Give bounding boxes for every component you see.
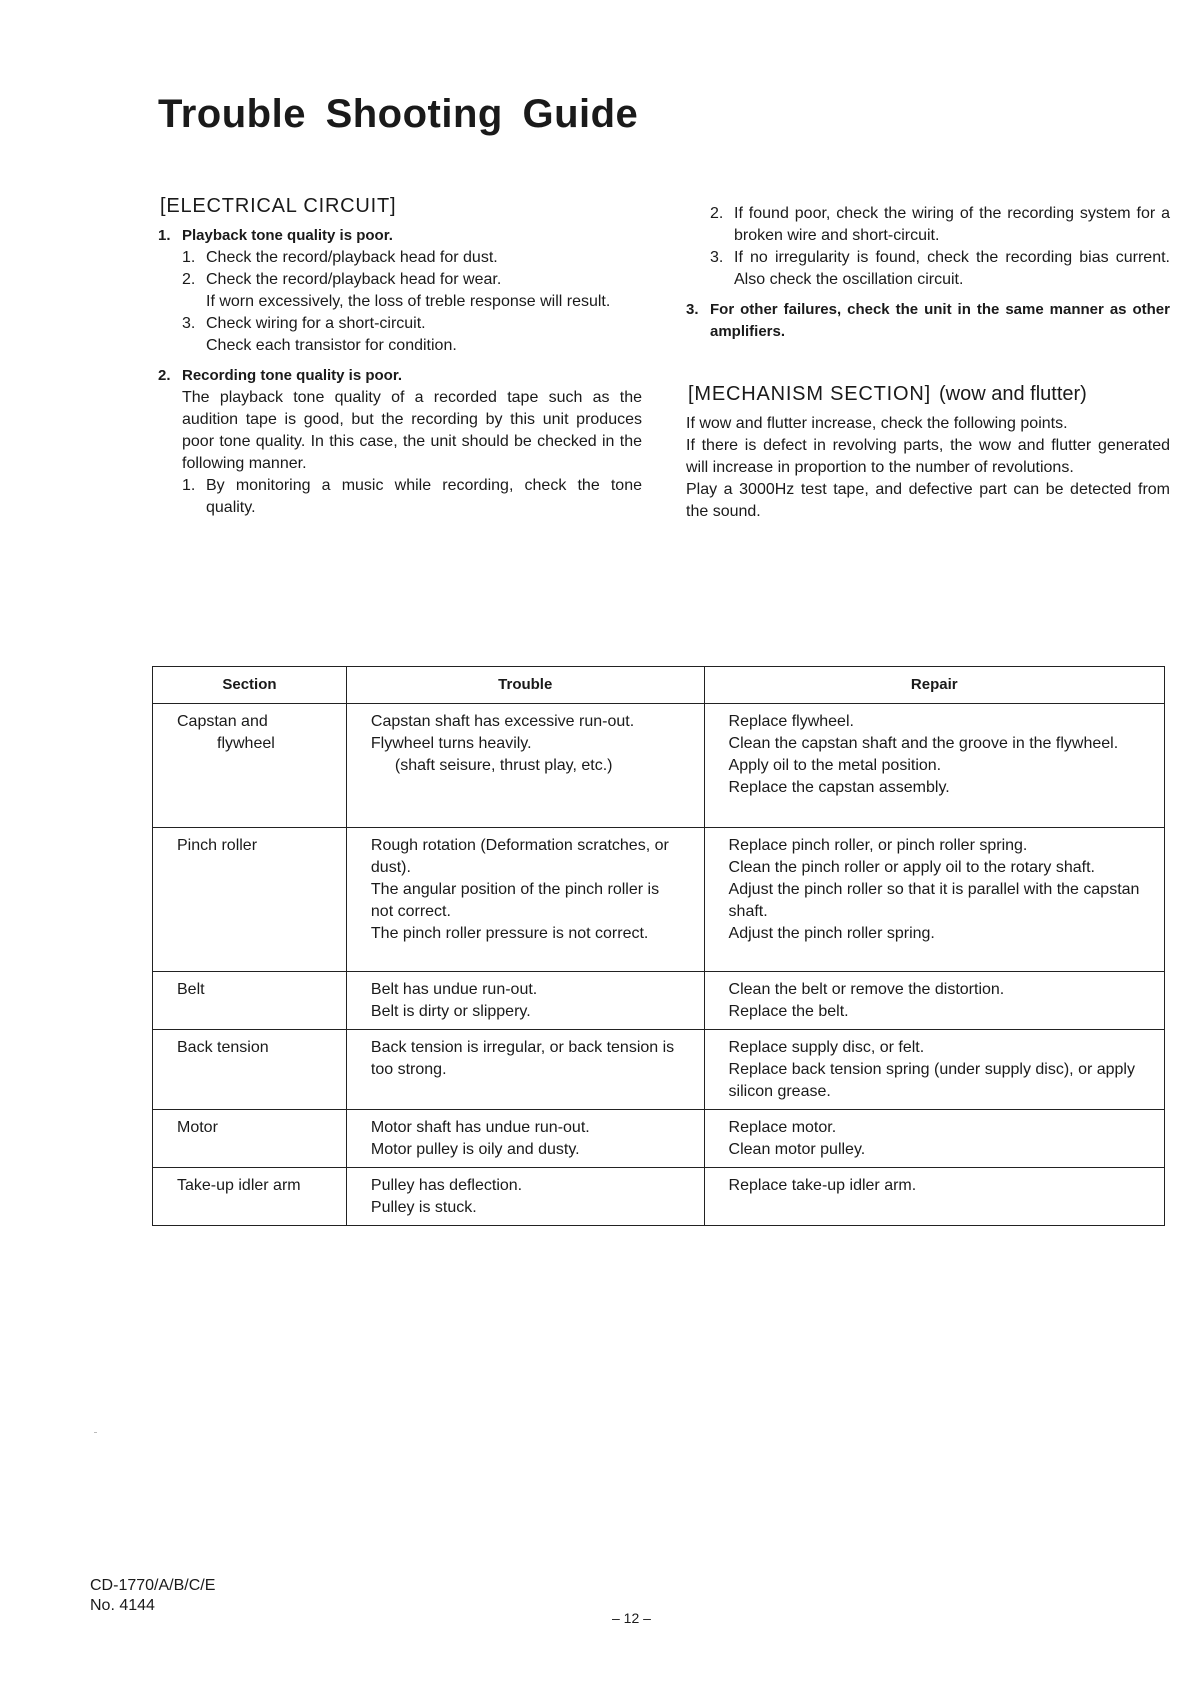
cell-repair xyxy=(704,1168,1164,1226)
electrical-heading: [ELECTRICAL CIRCUIT] xyxy=(160,195,397,217)
header-section: Section xyxy=(153,667,347,704)
step-number: 2. xyxy=(182,271,196,288)
cell-section xyxy=(153,828,347,972)
cell-line: Take-up idler arm xyxy=(177,1177,301,1194)
mechanism-heading-sub: (wow and flutter) xyxy=(939,383,1087,405)
step-text: Check the record/playback head for dust. xyxy=(206,249,498,266)
item-playback-quality xyxy=(158,225,642,247)
header-repair: Repair xyxy=(704,667,1164,704)
cell-trouble xyxy=(346,1168,704,1226)
cell-line: Capstan shaft has excessive run-out. xyxy=(370,713,635,730)
cell-line: Motor xyxy=(177,1119,218,1136)
model-number: CD-1770/A/B/C/E xyxy=(90,1577,216,1594)
cell-line: Replace take-up idler arm. xyxy=(728,1177,917,1194)
cell-line: Clean motor pulley. xyxy=(728,1141,866,1158)
step-number: 1. xyxy=(182,249,196,266)
cell-line: Pinch roller xyxy=(177,837,258,854)
cell-line: Motor pulley is oily and dusty. xyxy=(370,1141,580,1158)
cell-line: Adjust the pinch roller spring. xyxy=(728,925,935,942)
step xyxy=(158,247,642,269)
cell-line: Clean the pinch roller or apply oil to the rotary shaft. xyxy=(728,859,1095,876)
mechanism-paragraph: If there is defect in revolving parts, the wow and flutter generated will increase in proportion to the number of revolutions. xyxy=(686,437,1170,476)
cell-section xyxy=(153,704,347,828)
step xyxy=(158,313,642,335)
scan-mark xyxy=(94,1432,97,1433)
page-title: Trouble Shooting Guide xyxy=(158,92,639,136)
cell-line: Belt has undue run-out. xyxy=(370,981,538,998)
cell-line: Replace back tension spring (under supply disc), or apply silicon grease. xyxy=(728,1061,1135,1100)
cell-section xyxy=(153,1110,347,1168)
cell-line: Apply oil to the metal position. xyxy=(728,757,942,774)
item-number: 1. xyxy=(158,227,171,244)
step xyxy=(686,247,1170,291)
cell-line: Pulley has deflection. xyxy=(370,1177,523,1194)
cell-line: Belt xyxy=(177,981,205,998)
step-text: By monitoring a music while recording, check the tone quality. xyxy=(206,477,642,516)
cell-repair xyxy=(704,1110,1164,1168)
table-row xyxy=(153,704,1165,828)
item-title: Recording tone quality is poor. xyxy=(182,367,403,384)
step xyxy=(158,475,642,519)
cell-line: Pulley is stuck. xyxy=(370,1199,477,1216)
cell-line: Back tension is irregular, or back tension is too strong. xyxy=(370,1039,675,1078)
electrical-circuit-section xyxy=(158,193,642,519)
item-number: 2. xyxy=(158,367,171,384)
step xyxy=(158,269,642,291)
cell-line: The angular position of the pinch roller is not correct. xyxy=(370,881,660,920)
cell-line: Flywheel turns heavily. xyxy=(370,735,532,752)
cell-line: Capstan and xyxy=(177,713,268,730)
table-row xyxy=(153,1030,1165,1110)
step-number: 2. xyxy=(710,205,724,222)
step-text: If no irregularity is found, check the recording bias current. Also check the oscillation circuit. xyxy=(734,249,1170,288)
cell-trouble xyxy=(346,1110,704,1168)
right-column xyxy=(686,203,1170,523)
cell-line: Replace the capstan assembly. xyxy=(728,779,950,796)
step-number: 1. xyxy=(182,477,196,494)
cell-repair xyxy=(704,828,1164,972)
step-text: Check the record/playback head for wear. xyxy=(206,271,502,288)
cell-line: Replace flywheel. xyxy=(728,713,854,730)
item-title: Playback tone quality is poor. xyxy=(182,227,393,244)
step-text: If found poor, check the wiring of the recording system for a broken wire and short-circuit. xyxy=(734,205,1170,244)
step-number: 3. xyxy=(710,249,724,266)
cell-line: Replace pinch roller, or pinch roller spring. xyxy=(728,837,1028,854)
cell-trouble xyxy=(346,828,704,972)
cell-line: Replace motor. xyxy=(728,1119,837,1136)
cell-line: Replace the belt. xyxy=(728,1003,849,1020)
cell-line: Clean the belt or remove the distortion. xyxy=(728,981,1005,998)
item-recording-quality xyxy=(158,365,642,387)
cell-line: Back tension xyxy=(177,1039,269,1056)
table-row xyxy=(153,972,1165,1030)
page-number: – 12 – xyxy=(612,1610,651,1626)
cell-section xyxy=(153,1030,347,1110)
cell-line: flywheel xyxy=(217,735,275,752)
mechanism-heading-main: [MECHANISM SECTION] xyxy=(688,383,931,405)
cell-line: The pinch roller pressure is not correct. xyxy=(370,925,649,942)
cell-repair xyxy=(704,704,1164,828)
cell-section xyxy=(153,1168,347,1226)
step xyxy=(686,203,1170,247)
item-paragraph: The playback tone quality of a recorded tape such as the audition tape is good, but the recording by this unit produces poor tone quality. In this case, the unit should be checked in the following manner. xyxy=(182,389,642,472)
cell-line: Adjust the pinch roller so that it is parallel with the capstan shaft. xyxy=(728,881,1140,920)
step-note: Check each transistor for condition. xyxy=(206,337,457,354)
step-number: 3. xyxy=(182,315,196,332)
mechanism-paragraph: Play a 3000Hz test tape, and defective part can be detected from the sound. xyxy=(686,481,1170,520)
cell-line: Rough rotation (Deformation scratches, or dust). xyxy=(370,837,669,876)
cell-trouble xyxy=(346,1030,704,1110)
cell-trouble xyxy=(346,972,704,1030)
document-number: No. 4144 xyxy=(90,1597,155,1614)
cell-repair xyxy=(704,972,1164,1030)
table-header-row xyxy=(153,667,1165,704)
header-trouble: Trouble xyxy=(346,667,704,704)
mechanism-paragraph: If wow and flutter increase, check the following points. xyxy=(686,415,1068,432)
table-row xyxy=(153,1110,1165,1168)
cell-line: Replace supply disc, or felt. xyxy=(728,1039,925,1056)
table-row xyxy=(153,828,1165,972)
trouble-table xyxy=(152,666,1165,1226)
cell-trouble xyxy=(346,704,704,828)
footer-model xyxy=(90,1576,215,1616)
item-number: 3. xyxy=(686,301,699,318)
mechanism-heading xyxy=(688,381,1170,407)
cell-line: (shaft seisure, thrust play, etc.) xyxy=(394,757,613,774)
cell-line: Clean the capstan shaft and the groove in the flywheel. xyxy=(728,735,1119,752)
item-other-failures xyxy=(686,299,1170,343)
cell-line: Belt is dirty or slippery. xyxy=(370,1003,531,1020)
cell-repair xyxy=(704,1030,1164,1110)
item-title: For other failures, check the unit in the same manner as other amplifiers. xyxy=(710,301,1170,340)
step-text: Check wiring for a short-circuit. xyxy=(206,315,426,332)
table-row xyxy=(153,1168,1165,1226)
cell-section xyxy=(153,972,347,1030)
step-note: If worn excessively, the loss of treble response will result. xyxy=(206,293,611,310)
cell-line: Motor shaft has undue run-out. xyxy=(370,1119,590,1136)
